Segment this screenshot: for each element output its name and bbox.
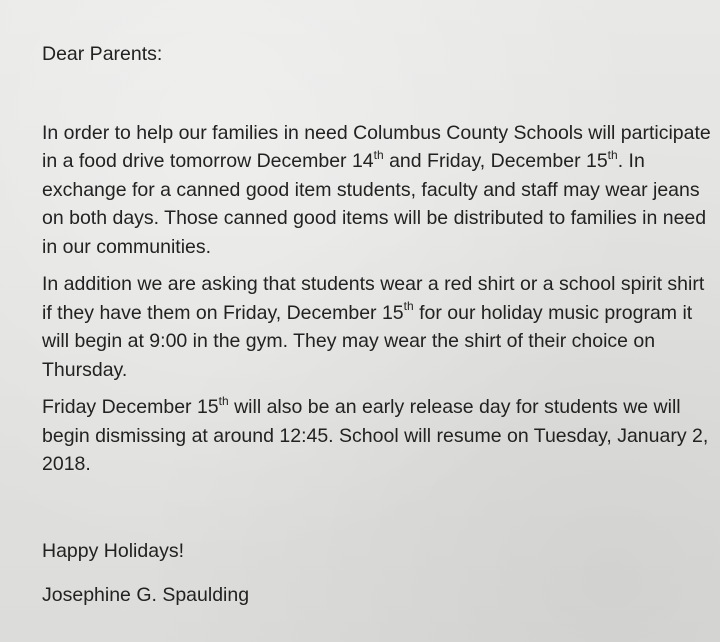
ordinal-suffix: th <box>403 299 414 313</box>
paragraph-text: In order to help our families in need Columbus County Schools will participate in a food drive tomorrow December 14 <box>42 121 711 172</box>
ordinal-suffix: th <box>218 393 229 408</box>
closing: Happy Holidays! <box>42 540 184 562</box>
paragraph-food-drive <box>42 119 712 262</box>
paragraph-text: for our holiday music program it will begin at 9:00 in the gym. They may wear the shirt of their choice on Thursday. <box>42 301 693 381</box>
salutation: Dear Parents: <box>42 43 163 65</box>
paragraph-text: . In exchange for a canned good item students, faculty and staff may wear jeans on both days. Those canned good items will be distributed to families in need in our communities. <box>42 150 707 258</box>
paragraph-early-release <box>42 393 712 479</box>
ordinal-suffix: th <box>607 147 618 162</box>
letter-body <box>42 40 712 488</box>
paragraph-text: In addition we are asking that students wear a red shirt or a school spirit shirt if they have them on Friday, December 15 <box>42 273 705 324</box>
paragraph-text: and Friday, December 15 <box>383 150 608 172</box>
paragraph-text: Friday December 15 <box>42 396 219 418</box>
ordinal-suffix: th <box>373 147 384 162</box>
paragraph-text: will also be an early release day for students we will begin dismissing at around 12:45. School will resume on Tuesday, January 2, 2018. <box>42 396 709 475</box>
signature-name: Josephine G. Spaulding <box>42 584 250 606</box>
paragraph-red-shirt <box>42 270 712 384</box>
